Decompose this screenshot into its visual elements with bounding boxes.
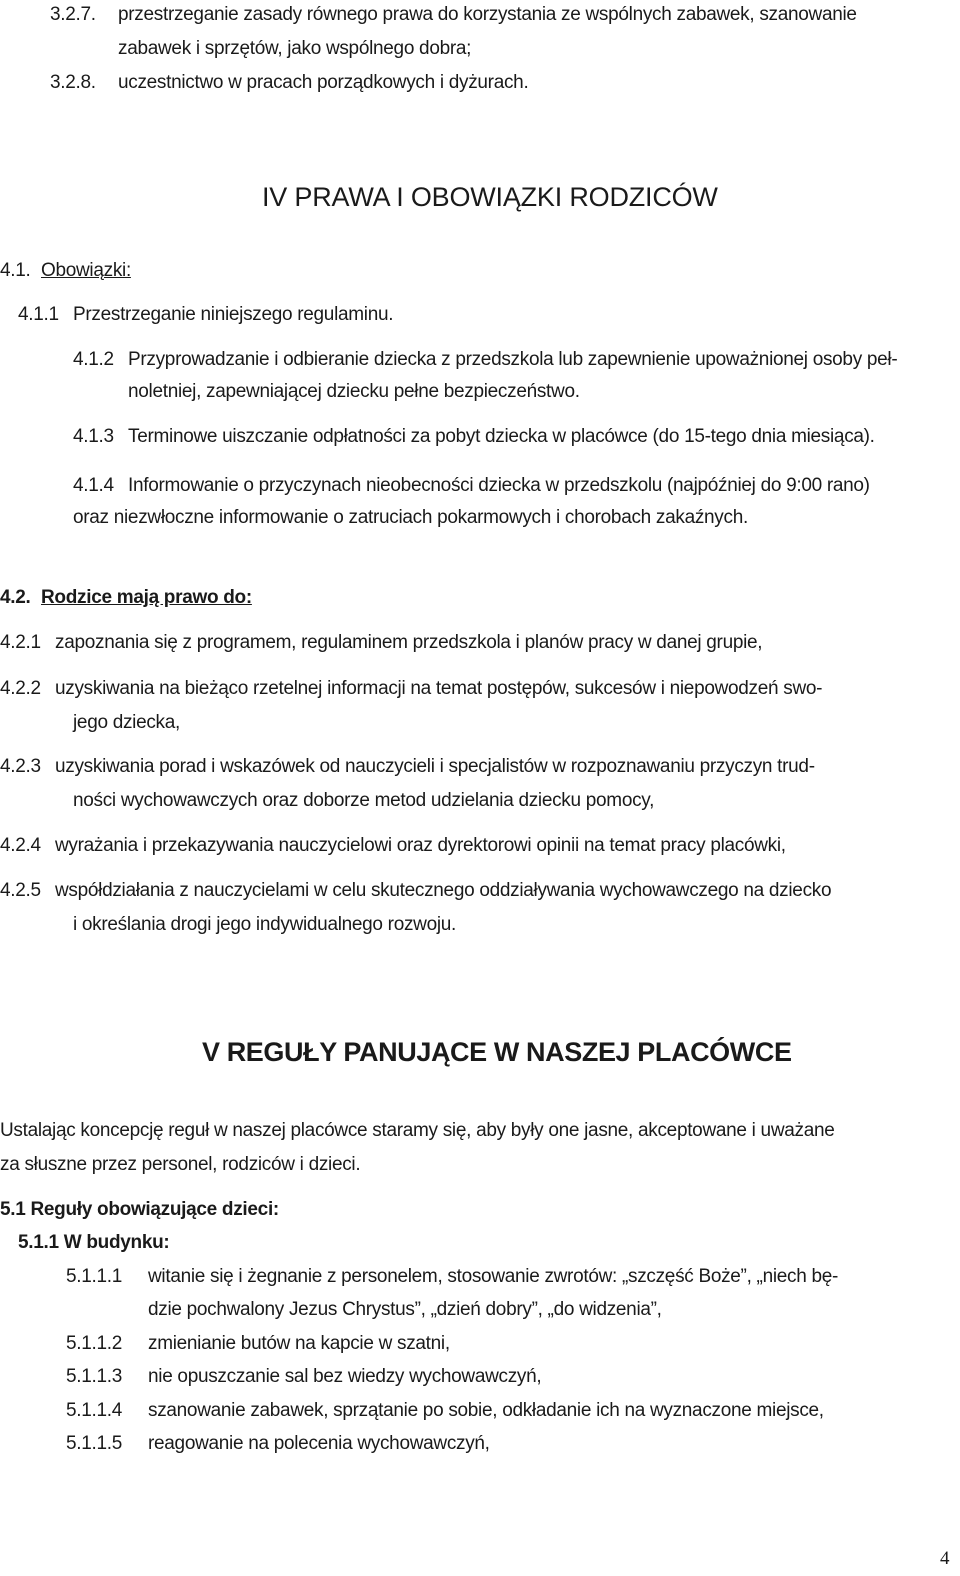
section-heading: V REGUŁY PANUJĄCE W NASZEJ PLACÓWCE <box>202 1037 792 1067</box>
item-text: ności wychowawczych oraz doborze metod udzielania dziecku pomocy, <box>73 790 655 811</box>
item-number: 4.2.2 <box>0 678 41 699</box>
rule-text: reagowanie na polecenia wychowawczyń, <box>148 1433 490 1454</box>
item-number: 3.2.7. <box>50 4 96 25</box>
subsection-title: 5.1.1 W budynku: <box>18 1232 170 1253</box>
item-number: 4.1.3 <box>73 426 114 447</box>
item-number: 3.2.8. <box>50 72 96 93</box>
item-text: uzyskiwania na bieżąco rzetelnej informacji na temat postępów, sukcesów i niepowodzeń swo- <box>55 678 823 699</box>
rule-text: dzie pochwalony Jezus Chrystus”, „dzień dobry”, „do widzenia”, <box>148 1299 662 1320</box>
rule-text: nie opuszczanie sal bez wiedzy wychowawczyń, <box>148 1366 542 1387</box>
rule-number: 5.1.1.4 <box>66 1400 123 1421</box>
item-text: zapoznania się z programem, regulaminem przedszkola i planów pracy w danej grupie, <box>55 632 763 653</box>
item-text: uczestnictwo w pracach porządkowych i dyżurach. <box>118 72 529 93</box>
item-text: Przyprowadzanie i odbieranie dziecka z przedszkola lub zapewnienie upoważnionej osoby peł- <box>128 349 898 370</box>
rule-text: witanie się i żegnanie z personelem, stosowanie zwrotów: „szczęść Boże”, „niech bę- <box>148 1266 839 1287</box>
subsection-title: Obowiązki: <box>41 260 131 281</box>
item-text: przestrzeganie zasady równego prawa do korzystania ze wspólnych zabawek, szanowanie <box>118 4 857 25</box>
item-text: wyrażania i przekazywania nauczycielowi oraz dyrektorowi opinii na temat pracy placówki, <box>55 835 786 856</box>
subsection-number: 4.1. <box>0 260 31 281</box>
rule-number: 5.1.1.1 <box>66 1266 123 1287</box>
rule-number: 5.1.1.5 <box>66 1433 123 1454</box>
item-text: i określania drogi jego indywidualnego rozwoju. <box>73 914 457 935</box>
item-text: oraz niezwłoczne informowanie o zatruciach pokarmowych i chorobach zakaźnych. <box>73 507 748 528</box>
item-text: współdziałania z nauczycielami w celu skutecznego oddziaływania wychowawczego na dziecko <box>55 880 832 901</box>
intro-text: za słuszne przez personel, rodziców i dzieci. <box>0 1154 361 1175</box>
rule-text: zmienianie butów na kapcie w szatni, <box>148 1333 450 1354</box>
item-text: uzyskiwania porad i wskazówek od nauczycieli i specjalistów w rozpoznawaniu przyczyn trud- <box>55 756 815 777</box>
item-number: 4.1.2 <box>73 349 114 370</box>
item-number: 4.1.4 <box>73 475 114 496</box>
section-heading: IV PRAWA I OBOWIĄZKI RODZICÓW <box>262 182 718 212</box>
item-number: 4.2.5 <box>0 880 41 901</box>
page-number: 4 <box>940 1548 950 1569</box>
intro-text: Ustalając koncepcję reguł w naszej placówce staramy się, aby były one jasne, akceptowane i uważane <box>0 1120 835 1141</box>
item-text: noletniej, zapewniającej dziecku pełne bezpieczeństwo. <box>128 381 580 402</box>
rule-text: szanowanie zabawek, sprzątanie po sobie, odkładanie ich na wyznaczone miejsce, <box>148 1400 824 1421</box>
item-number: 4.2.3 <box>0 756 41 777</box>
item-text: zabawek i sprzętów, jako wspólnego dobra; <box>118 38 472 59</box>
rule-number: 5.1.1.3 <box>66 1366 123 1387</box>
item-text: jego dziecka, <box>73 712 181 733</box>
item-text: Terminowe uiszczanie odpłatności za pobyt dziecka w placówce (do 15-tego dnia miesiąca). <box>128 426 875 447</box>
rule-number: 5.1.1.2 <box>66 1333 123 1354</box>
subsection-title: Rodzice mają prawo do: <box>41 587 252 608</box>
item-number: 4.2.1 <box>0 632 41 653</box>
item-number: 4.2.4 <box>0 835 41 856</box>
subsection-number: 4.2. <box>0 587 31 608</box>
item-text: Przestrzeganie niniejszego regulaminu. <box>73 304 394 325</box>
item-number: 4.1.1 <box>18 304 59 325</box>
subsection-title: 5.1 Reguły obowiązujące dzieci: <box>0 1199 279 1220</box>
item-text: Informowanie o przyczynach nieobecności dziecka w przedszkolu (najpóźniej do 9:00 rano) <box>128 475 870 496</box>
